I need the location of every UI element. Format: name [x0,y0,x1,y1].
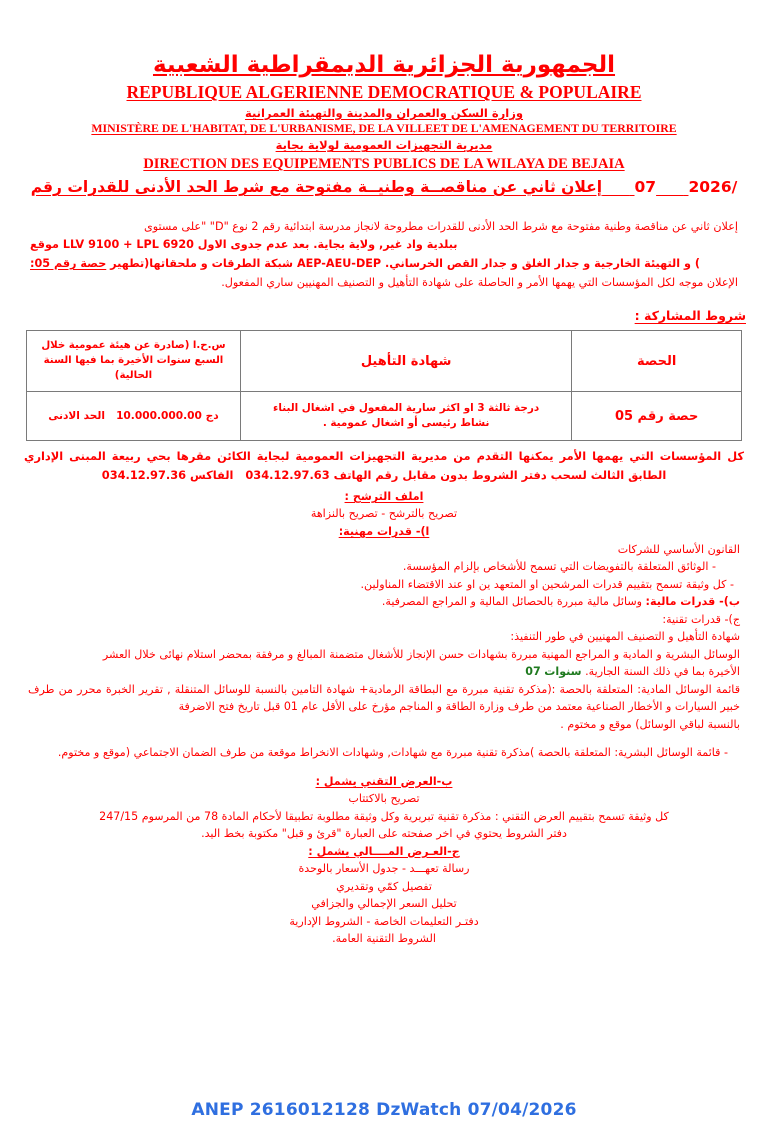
spacer [18,733,750,744]
ministry-name-arabic: وزارة السكن والعمران والمدينة والتهيئة العمرانية [244,105,523,120]
announcement-title [18,178,750,196]
announcement-number: 07 [634,177,657,196]
spacer-2 [18,762,750,773]
republic-name-french: REPUBLIQUE ALGERIENNE DEMOCRATIQUE & POPULAIRE [126,82,642,103]
conditions-table-wrapper [18,330,750,441]
column-header-certificate: شهادة التأهيل [240,331,571,392]
lot-text-a: شبكة الطرقات و ملحقاتها(تطهير [110,257,294,271]
professional-item-1: - الوثائق المتعلقة بالتفويضات التي تسمح للأشخاص بإلزام المؤسسة. [402,560,716,574]
professional-capacity-heading: ا)- قدرات مهنية: [338,525,430,538]
requirements-section [18,488,750,948]
lot-network-code: AEP-AEU-DEP [296,257,382,271]
financial-offer-item-0: رسالة تعهـــد - جدول الأسعار بالوحدة [298,862,470,876]
project-code: LLV 9100 + LPL 6920 [62,238,194,252]
technical-capacity-heading: ج)- قدرات تقنية: [662,612,740,626]
seven-years-tail: الأخيرة بما في ذلك السنة الجارية. [585,665,740,679]
lot-description-line [30,255,738,273]
technical-item-4: بالنسبة لباقي الوسائل) موقع و مختوم . [560,717,740,731]
fax-label: الفاكس [190,467,234,482]
conditions-heading: شروط المشاركة : [634,308,746,324]
table-header-row [27,331,742,392]
eligibility-notice: الإعلان موجه لكل المؤسسات التي يهمها الأمر و الحاصلة على شهادة التأهيل و التصنيف المهنيين ساري المفعول. [221,276,738,290]
declaration-line: تصريح بالترشح - تصريح بالنزاهة [310,507,458,521]
professional-item-2: - كل وثيقة تسمح بتقييم قدرات المرشحين او المتعهد ين او عند الاقتضاء المناولين. [360,577,734,591]
financial-offer-heading: ج-العـرض المــــالي يشمل : [308,844,460,858]
fax-number: 034.12.97.36 [101,467,187,482]
phone-number: 034.12.97.63 [245,467,330,482]
ministry-name-french: MINISTÈRE DE L'HABITAT, DE L'URBANISME, DE LA VILLEET DE L'AMENAGEMENT DU TERRITOIRE [91,121,677,136]
technical-item-3: قائمة الوسائل المادية: المتعلقة بالحصة :(مذكرة تقنية مبررة مع البطاقة الرمادية+ شهادة التامين بالنسبة للوسائل المتنقلة , تقرير الخبرة محرر من طرف خبير السيارات و الأخطار الصناعية معتمد من طرف وزارة الطاقة و المناجم مؤرخ على الأقل عام 01 قبل تاريخ فتح الاضرفة [28,682,740,714]
cell-certificate [240,392,571,441]
column-header-lot: الحصة [572,331,742,392]
seven-years-number: 07 [525,665,541,679]
professional-item-0: القانون الأساسي للشركات [617,542,740,556]
seven-years-line [18,663,750,681]
financial-amount: 10.000.000.00 [116,410,202,423]
announcement-title-text: إعلان ثاني عن مناقصــة وطنيــة مفتوحة مع شرط الحد الأدنى للقدرات رقم [30,177,603,196]
financial-offer-item-2: تحليل السعر الإجمالي والجزافي [311,897,457,911]
lot-text-b: ) و التهيئة الخارجية و جدار الغلق و جدار القص الخرساني. [384,257,700,271]
financial-capacity-heading: ب)- قدرات مالية: [645,595,740,609]
technical-item-1: الوسائل البشرية و المادية و المراجع المهنية مبررة بشهادات حسن الإنجاز للأشغال متضمنة المبالغ و مرفقة بمحضر استلام نهائى خلال العشر [102,647,740,661]
intro-line-2 [30,236,738,254]
direction-name-french: DIRECTION DES EQUIPEMENTS PUBLICS DE LA WILAYA DE BEJAIA [143,155,625,172]
certificate-line-1: درجة ثالثة 3 او اكثر سارية المفعول في اشغال البناء [273,401,540,414]
certificate-line-2: نشاط رئيسى أو اشغال عمومية . [322,417,490,430]
seven-years-word: سنوات [544,665,582,679]
financial-offer-item-4: الشروط التقنية العامة. [332,932,436,946]
intro-line-1: إعلان ثاني عن مناقصة وطنية مفتوحة مع شرط الحد الأدنى للقدرات مطروحة لانجاز مدرسة ابتدائية رقم 2 نوع "D" "على مستوى [143,219,738,233]
lot-label: حصة رقم 05: [30,257,107,271]
republic-name-arabic: الجمهورية الجزائرية الديمقراطية الشعبية [152,52,616,78]
contact-text: كل المؤسسات التي يهمها الأمر يمكنها التقدم من مديرية التجهيزات العمومية لبجاية الكائن مقرها بحي ربيعة المبنى الإداري الطابق الثالث لسحب دفتر الشروط بدون مقابل رقم الهاتف [24,449,744,482]
document-header [18,0,750,196]
announcement-year: 2026/ [688,177,738,196]
cell-lot-number: حصة رقم 05 [572,392,742,441]
financial-capacity-line [18,593,750,611]
financial-capacity-text: وسائل مالية مبررة بالحصائل المالية و المراجع المصرفية. [381,595,643,609]
cell-financial-minimum [27,392,241,441]
technical-offer-item-1: كل وثيقة تسمح بتقييم العرض التقني : مذكرة تقنية تبريرية وكل وثيقة مطلوبة تطبيقا لأحكام المادة 78 من المرسوم 247/15 [99,809,669,823]
financial-offer-item-3: دفتـر التعليمات الخاصة - الشروط الإدارية [289,914,479,928]
file-section-heading: املف الترشح : [344,489,424,503]
financial-label: الحد الادنى [48,410,105,423]
table-row [27,392,742,441]
technical-item-0: شهادة التأهيل و التصنيف المهنيين في طور التنفيذ: [510,630,740,644]
contact-paragraph [18,447,750,484]
intro-line2-prefix: موقع [30,238,59,252]
intro-block [18,218,750,293]
intro-line2-suffix: ببلدية واد غير, ولاية بجاية. بعد عدم جدوى الاول [197,238,458,252]
technical-offer-heading: ب-العرض التقني يشمل : [315,774,453,788]
human-resources-line: - قائمة الوسائل البشرية: المتعلقة بالحصة )مذكرة تقنية مبررة مع شهادات, وشهادات الانخراط موقعة من طرف الضمان الاجتماعي (موقع و مختوم. [57,746,728,760]
financial-offer-item-1: تفصيل كمّي وتقديري [336,879,432,893]
technical-offer-item-2: دفتر الشروط يحتوي في اخر صفحته على العبارة "قرئ و قبل" مكتوبة بخط اليد. [201,827,567,841]
technical-offer-item-0: تصريح بالاكتتاب [348,792,420,806]
anep-footer: ANEP 2616012128 DzWatch 07/04/2026 [191,1100,577,1120]
conditions-table [26,330,742,441]
direction-name-arabic: مديرية التجهيزات العمومية لولاية بجاية [275,138,493,153]
column-header-financial: س.ح.ا (صادرة عن هيئة عمومية خلال السبع سنوات الأخيرة بما فيها السنة الحالية) [27,331,241,392]
financial-currency: دج [205,410,219,423]
